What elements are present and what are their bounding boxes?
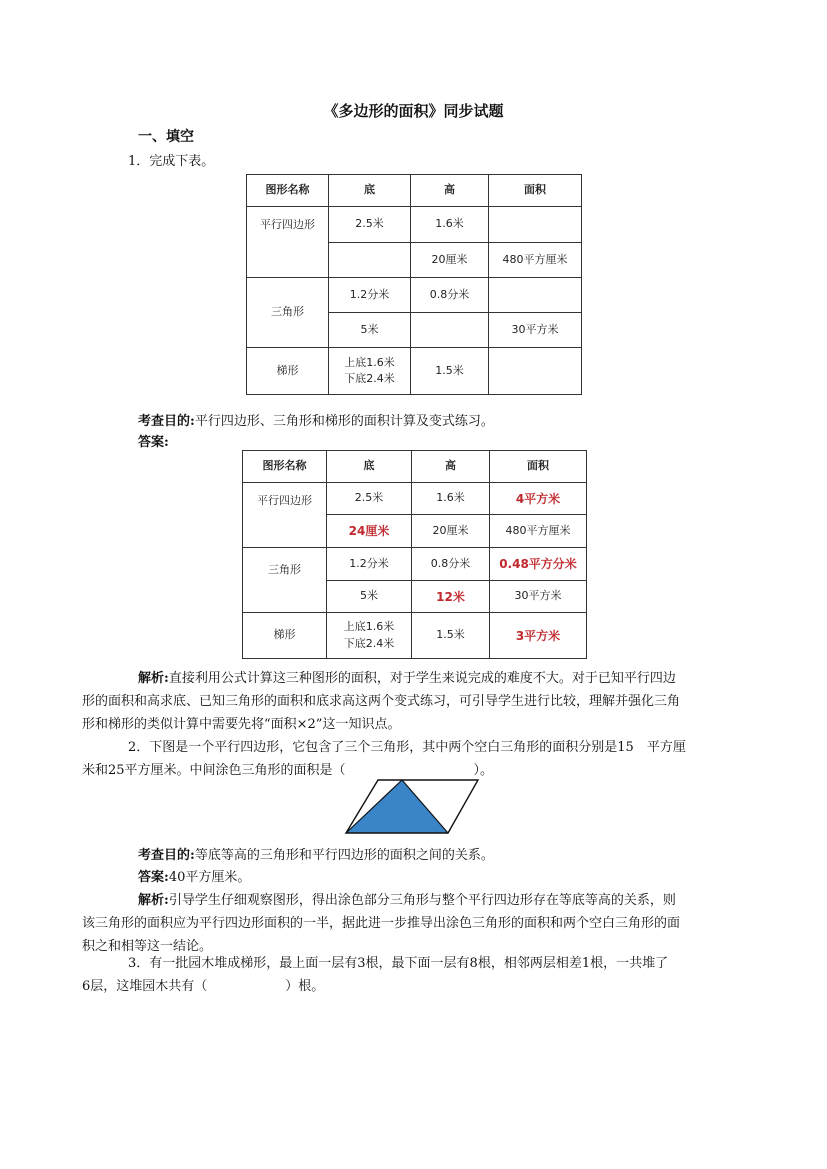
question-2-stem-line-1: 2．下图是一个平行四边形，它包含了三个三角形，其中两个空白三角形的面积分别是15 平方厘: [128, 740, 686, 755]
answer-parallelogram-base: 24厘米: [327, 515, 412, 548]
cell-trapezoid-height: 1.5米: [411, 348, 489, 395]
q1-answer-label: 答案:: [138, 435, 169, 450]
answer-cell-trapezoid-height: 1.5米: [412, 613, 490, 659]
question-1-table: [246, 174, 582, 395]
answer-row-triangle-name: 三角形: [243, 548, 327, 613]
q1-purpose: [138, 410, 494, 429]
header-area: 面积: [489, 175, 582, 207]
row-parallelogram-name: 平行四边形: [247, 207, 329, 278]
answer-cell-triangle-base-2: 5米: [327, 581, 412, 613]
trapezoid-top-base: 上底1.6米: [344, 355, 395, 369]
answer-cell-triangle-height: 0.8分米: [412, 548, 490, 581]
header-base: 底: [329, 175, 411, 207]
cell-triangle-height-blank: [411, 313, 489, 348]
q1-analysis-label: 解析:: [138, 671, 169, 686]
header-shape-name: 图形名称: [247, 175, 329, 207]
cell-parallelogram-base: 2.5米: [329, 207, 411, 243]
answer-triangle-height: 12米: [412, 581, 490, 613]
answer-cell-trapezoid-bases: [327, 613, 412, 659]
cell-parallelogram-area-blank: [489, 207, 582, 243]
q2-answer: [138, 866, 250, 885]
q1-analysis-line-1: [138, 667, 676, 686]
answer-cell-triangle-area-2: 30平方米: [490, 581, 587, 613]
answer-cell-parallelogram-area-2: 480平方厘米: [490, 515, 587, 548]
q2-answer-text: 40平方厘米。: [168, 870, 251, 885]
q2-purpose-text: 等底等高的三角形和平行四边形的面积之间的关系。: [194, 848, 494, 863]
q1-analysis-text-1: 直接利用公式计算这三种图形的面积，对于学生来说完成的难度不大。对于已知平行四边: [168, 671, 676, 686]
cell-triangle-area-2: 30平方米: [489, 313, 582, 348]
cell-parallelogram-height: 1.6米: [411, 207, 489, 243]
header-height: 高: [411, 175, 489, 207]
answer-triangle-area: 0.48平方分米: [490, 548, 587, 581]
trapezoid-bottom-base: 下底2.4米: [344, 372, 395, 385]
cell-parallelogram-area-2: 480平方厘米: [489, 243, 582, 278]
cell-triangle-base: 1.2分米: [329, 278, 411, 313]
q1-purpose-text: 平行四边形、三角形和梯形的面积计算及变式练习。: [194, 414, 494, 429]
answer-row-parallelogram-name: 平行四边形: [243, 483, 327, 548]
answer-trapezoid-area: 3平方米: [490, 613, 587, 659]
question-1-stem: 1．完成下表。: [128, 154, 215, 169]
answer-parallelogram-area: 4平方米: [490, 483, 587, 515]
q2-answer-label: 答案:: [138, 870, 169, 885]
question-2-stem-line-2: [82, 759, 493, 778]
q1-purpose-label: 考查目的:: [138, 414, 195, 429]
q1-analysis-line-2: 形的面积和高求底、已知三角形的面积和底求高这两个变式练习，可引导学生进行比较，理解并强化三角: [82, 694, 681, 709]
answer-header-shape-name: 图形名称: [243, 451, 327, 483]
q2-analysis-line-2: 该三角形的面积应为平行四边形面积的一半，据此进一步推导出涂色三角形的面积和两个空白三角形的面: [82, 916, 681, 931]
q2-analysis-line-1: [138, 889, 676, 908]
answer-cell-parallelogram-base: 2.5米: [327, 483, 412, 515]
q2-stem-before-blank: 米和25平方厘米。中间涂色三角形的面积是（: [82, 763, 346, 778]
q2-analysis-label: 解析:: [138, 893, 169, 908]
q3-stem-after-blank: ）根。: [285, 979, 325, 994]
answer-trapezoid-top-base: 上底1.6米: [343, 620, 395, 633]
cell-trapezoid-area-blank: [489, 348, 582, 395]
answer-cell-triangle-base: 1.2分米: [327, 548, 412, 581]
cell-parallelogram-base-blank: [329, 243, 411, 278]
page-title: 《多边形的面积》同步试题: [323, 102, 504, 120]
answer-header-area: 面积: [490, 451, 587, 483]
answer-table: [242, 450, 587, 659]
cell-triangle-area-blank: [489, 278, 582, 313]
q2-purpose-label: 考查目的:: [138, 848, 195, 863]
answer-header-height: 高: [412, 451, 490, 483]
row-trapezoid-name: 梯形: [247, 348, 329, 395]
answer-cell-parallelogram-height: 1.6米: [412, 483, 490, 515]
answer-header-base: 底: [327, 451, 412, 483]
q1-analysis-line-3: 形和梯形的类似计算中需要先将“面积×2”这一知识点。: [82, 717, 401, 732]
q2-analysis-text-1: 引导学生仔细观察图形，得出涂色部分三角形与整个平行四边形存在等底等高的关系，则: [168, 893, 676, 908]
q2-purpose: [138, 844, 494, 863]
q2-stem-after-blank: ）。: [473, 763, 494, 778]
answer-row-trapezoid-name: 梯形: [243, 613, 327, 659]
cell-parallelogram-height-2: 20厘米: [411, 243, 489, 278]
parallelogram-figure: [344, 778, 480, 835]
answer-cell-parallelogram-height-2: 20厘米: [412, 515, 490, 548]
question-3-stem-line-2: [82, 975, 324, 994]
question-3-stem-line-1: 3．有一批园木堆成梯形，最上面一层有3根，最下面一层有8根，相邻两层相差1根，一共堆了: [128, 956, 669, 971]
cell-trapezoid-bases: [329, 348, 411, 395]
q2-analysis-line-3: 积之和相等这一结论。: [82, 939, 213, 954]
cell-triangle-height: 0.8分米: [411, 278, 489, 313]
cell-triangle-base-2: 5米: [329, 313, 411, 348]
q3-stem-before-blank: 6层，这堆园木共有（: [82, 979, 208, 994]
answer-trapezoid-bottom-base: 下底2.4米: [343, 636, 395, 650]
section-heading-fill-in: 一、填空: [138, 129, 194, 145]
row-triangle-name: 三角形: [247, 278, 329, 348]
